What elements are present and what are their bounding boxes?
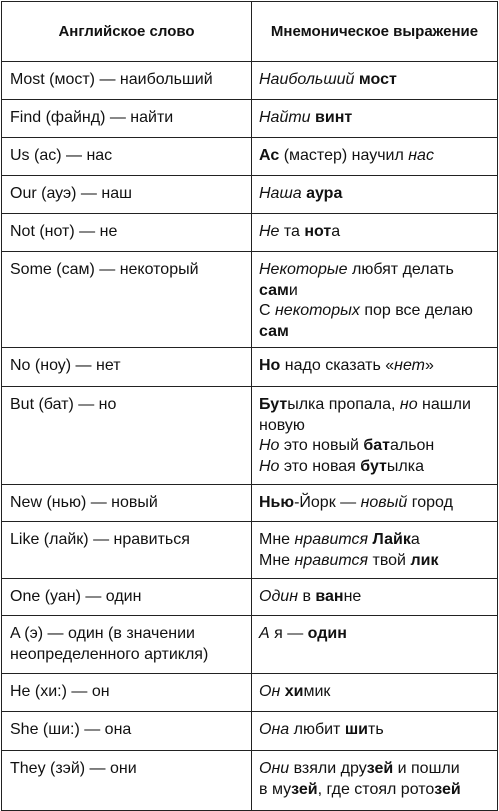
- mnemonic-line: [259, 457, 491, 478]
- mnemonic-text-fragment: мик: [303, 683, 331, 700]
- mnemonic-text-fragment: Мне: [259, 531, 295, 548]
- mnemonic-line: [259, 301, 491, 322]
- mnemonic-bold-fragment: сам: [259, 322, 289, 340]
- table-row: [2, 616, 498, 674]
- mnemonic-text-fragment: любит: [289, 721, 345, 738]
- mnemonic-bold-fragment: ван: [315, 588, 344, 605]
- mnemonic-text-fragment: а: [331, 223, 341, 240]
- table-row: [2, 387, 498, 485]
- mnemonic-bold-fragment: зей: [291, 780, 318, 798]
- mnemonic-text-fragment: новую: [259, 416, 305, 434]
- mnemonic-italic-fragment: Он: [259, 683, 281, 700]
- english-word-cell: Not (нот) — не: [2, 214, 252, 252]
- mnemonic-cell: [252, 522, 498, 579]
- mnemonic-bold-fragment: Но: [259, 357, 281, 374]
- mnemonic-line: [259, 70, 491, 91]
- mnemonic-cell: [252, 485, 498, 522]
- mnemonic-italic-fragment: некоторых: [275, 302, 360, 319]
- english-word-cell: But (бат) — но: [2, 387, 252, 485]
- english-word-cell: One (уан) — один: [2, 579, 252, 616]
- mnemonic-italic-fragment: Найти: [259, 109, 311, 126]
- mnemonic-text-fragment: ылка пропала,: [287, 396, 400, 413]
- mnemonic-italic-fragment: Не: [259, 223, 280, 240]
- english-word-cell: Our (ауэ) — наш: [2, 176, 252, 214]
- mnemonic-bold-fragment: хи: [284, 683, 304, 700]
- mnemonic-line: [259, 146, 491, 167]
- english-word-cell: Us (ас) — нас: [2, 138, 252, 176]
- mnemonic-cell: [252, 214, 498, 252]
- table-body: [2, 62, 498, 811]
- mnemonic-bold-fragment: лик: [410, 551, 439, 569]
- mnemonic-bold-fragment: Нью: [259, 494, 295, 511]
- mnemonic-italic-fragment: Она: [259, 721, 290, 738]
- mnemonic-line: [259, 322, 491, 343]
- mnemonic-line: [259, 624, 491, 645]
- mnemonic-cell: [252, 138, 498, 176]
- mnemonic-text-fragment: С: [259, 302, 275, 319]
- mnemonic-text-fragment: (мастер) научил: [279, 147, 409, 164]
- mnemonic-text-fragment: нашли: [417, 396, 471, 413]
- mnemonic-text-fragment: я —: [269, 625, 308, 642]
- mnemonic-text-fragment: в му: [259, 780, 292, 798]
- mnemonic-bold-fragment: мост: [358, 71, 397, 88]
- table-row: [2, 62, 498, 100]
- table-row: [2, 138, 498, 176]
- mnemonic-line: [259, 356, 491, 377]
- mnemonic-italic-fragment: нравится: [294, 551, 369, 569]
- mnemonic-table: [1, 1, 498, 811]
- mnemonic-text-fragment: это новая: [279, 457, 361, 475]
- english-word-cell: They (зэй) — они: [2, 751, 252, 811]
- mnemonic-cell: [252, 100, 498, 138]
- table-row: [2, 348, 498, 387]
- mnemonic-cell: [252, 252, 498, 348]
- mnemonic-text-fragment: -Йорк —: [294, 494, 361, 511]
- mnemonic-bold-fragment: нот: [304, 223, 332, 240]
- mnemonic-line: [259, 682, 491, 703]
- mnemonic-text-fragment: и: [288, 281, 298, 299]
- mnemonic-italic-fragment: Наибольший: [259, 71, 355, 88]
- mnemonic-line: [259, 184, 491, 205]
- mnemonic-italic-fragment: Они: [259, 760, 290, 777]
- mnemonic-cell: [252, 616, 498, 674]
- mnemonic-bold-fragment: зей: [434, 780, 461, 798]
- mnemonic-line: [259, 587, 491, 608]
- mnemonic-text-fragment: а: [410, 531, 420, 548]
- mnemonic-text-fragment: Мне: [259, 551, 295, 569]
- mnemonic-cell: [252, 674, 498, 712]
- mnemonic-italic-fragment: Наша: [259, 185, 302, 202]
- mnemonic-cell: [252, 751, 498, 811]
- mnemonic-bold-fragment: бат: [363, 437, 390, 454]
- mnemonic-line: [259, 530, 491, 551]
- mnemonic-bold-fragment: винт: [315, 109, 353, 126]
- english-word-cell: She (ши:) — она: [2, 712, 252, 751]
- english-word-cell: New (нью) — новый: [2, 485, 252, 522]
- mnemonic-line: [259, 551, 491, 572]
- mnemonic-bold-fragment: зей: [366, 760, 394, 777]
- mnemonic-text-fragment: любят делать: [347, 261, 454, 278]
- mnemonic-italic-fragment: Один: [259, 588, 298, 605]
- mnemonic-line: [259, 281, 491, 302]
- mnemonic-text-fragment: , где стоял рото: [317, 780, 435, 798]
- mnemonic-line: [259, 395, 491, 416]
- mnemonic-line: [259, 260, 491, 281]
- mnemonic-cell: [252, 712, 498, 751]
- mnemonic-cell: [252, 62, 498, 100]
- mnemonic-line: [259, 436, 491, 457]
- mnemonic-text-fragment: »: [425, 357, 434, 374]
- mnemonic-text-fragment: и пошли: [393, 760, 460, 777]
- mnemonic-text-fragment: пор все делаю: [359, 302, 473, 319]
- mnemonic-text-fragment: город: [407, 494, 453, 511]
- mnemonic-italic-fragment: новый: [360, 494, 408, 511]
- mnemonic-text-fragment: не: [343, 588, 362, 605]
- mnemonic-cell: [252, 176, 498, 214]
- mnemonic-cell: [252, 579, 498, 616]
- mnemonic-text-fragment: в: [298, 588, 316, 605]
- mnemonic-cell: [252, 387, 498, 485]
- table-row: [2, 485, 498, 522]
- mnemonic-italic-fragment: нравится: [294, 531, 369, 548]
- table-row: [2, 214, 498, 252]
- mnemonic-text-fragment: взяли дру: [289, 760, 367, 777]
- mnemonic-bold-fragment: Ас: [259, 147, 280, 164]
- mnemonic-text-fragment: надо сказать «: [280, 357, 395, 374]
- table-row: [2, 579, 498, 616]
- mnemonic-italic-fragment: нас: [408, 147, 434, 164]
- mnemonic-bold-fragment: сам: [259, 281, 289, 299]
- mnemonic-line: [259, 493, 491, 514]
- mnemonic-line: [259, 222, 491, 243]
- english-word-cell: Find (файнд) — найти: [2, 100, 252, 138]
- mnemonic-italic-fragment: А: [259, 625, 270, 642]
- mnemonic-line: [259, 108, 491, 129]
- mnemonic-line: [259, 416, 491, 437]
- english-word-cell: No (ноу) — нет: [2, 348, 252, 387]
- table-row: [2, 674, 498, 712]
- english-word-cell: A (э) — один (в значении неопределенного артикля): [2, 616, 252, 674]
- mnemonic-italic-fragment: Но: [259, 437, 280, 454]
- mnemonic-bold-fragment: Лайк: [372, 531, 411, 548]
- mnemonic-italic-fragment: Некоторые: [259, 261, 348, 278]
- mnemonic-line: [259, 720, 491, 741]
- table-row: [2, 751, 498, 811]
- mnemonic-italic-fragment: Но: [259, 457, 280, 475]
- mnemonic-text-fragment: та: [279, 223, 305, 240]
- table-row: [2, 712, 498, 751]
- mnemonic-text-fragment: ть: [367, 721, 384, 738]
- mnemonic-line: [259, 780, 491, 801]
- mnemonic-bold-fragment: ши: [344, 721, 368, 738]
- mnemonic-text-fragment: это новый: [279, 437, 364, 454]
- mnemonic-bold-fragment: Бут: [259, 396, 288, 413]
- table-header-row: [2, 2, 498, 62]
- mnemonic-italic-fragment: нет: [394, 357, 426, 374]
- mnemonic-bold-fragment: один: [307, 625, 347, 642]
- english-word-cell: Like (лайк) — нравиться: [2, 522, 252, 579]
- english-word-cell: He (хи:) — он: [2, 674, 252, 712]
- mnemonic-italic-fragment: но: [399, 396, 418, 413]
- english-word-cell: Most (мост) — наибольший: [2, 62, 252, 100]
- table-row: [2, 176, 498, 214]
- mnemonic-line: [259, 759, 491, 780]
- table-row: [2, 100, 498, 138]
- table-row: [2, 522, 498, 579]
- header-english-word: Английское слово: [2, 2, 252, 62]
- mnemonic-bold-fragment: аура: [306, 185, 343, 202]
- table-row: [2, 252, 498, 348]
- mnemonic-cell: [252, 348, 498, 387]
- english-word-cell: Some (сам) — некоторый: [2, 252, 252, 348]
- mnemonic-bold-fragment: бут: [360, 457, 387, 475]
- mnemonic-text-fragment: твой: [368, 551, 411, 569]
- header-mnemonic-expression: Мнемоническое выражение: [252, 2, 498, 62]
- mnemonic-text-fragment: альон: [389, 437, 435, 454]
- mnemonic-text-fragment: ылка: [386, 457, 424, 475]
